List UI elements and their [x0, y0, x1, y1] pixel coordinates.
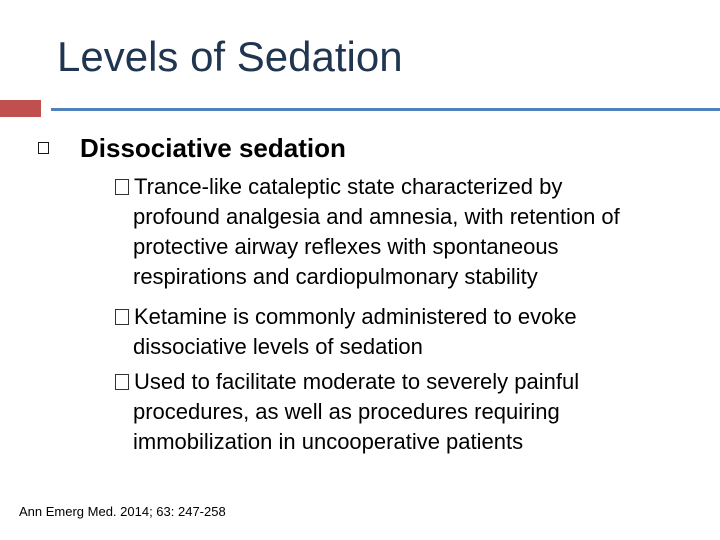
accent-rule-blue	[51, 108, 720, 111]
square-bullet-icon	[115, 374, 129, 390]
accent-bar-red	[0, 100, 41, 117]
sub-bullet-3	[107, 367, 707, 457]
sub-bullet-2	[107, 302, 707, 362]
square-bullet-icon	[115, 179, 129, 195]
square-bullet-icon	[115, 309, 129, 325]
bullet-line: protective airway reflexes with spontaneous	[133, 234, 559, 259]
bullet-line: Used to facilitate moderate to severely painful	[134, 369, 580, 394]
sub-bullet-1	[107, 172, 707, 292]
bullet-heading: Dissociative sedation	[80, 133, 346, 163]
bullet-line: profound analgesia and amnesia, with retention of	[133, 204, 620, 229]
bullet-line: Trance-like cataleptic state characterized by	[134, 174, 563, 199]
citation: Ann Emerg Med. 2014; 63: 247-258	[19, 504, 226, 519]
slide-title: Levels of Sedation	[57, 33, 403, 80]
bullet-line: procedures, as well as procedures requiring	[133, 399, 560, 424]
bullet-line: respirations and cardiopulmonary stability	[133, 264, 538, 289]
bullet-line: Ketamine is commonly administered to evoke	[134, 304, 577, 329]
bullet-line: dissociative levels of sedation	[133, 334, 423, 359]
square-bullet-icon	[38, 142, 49, 154]
bullet-line: immobilization in uncooperative patients	[133, 429, 524, 454]
